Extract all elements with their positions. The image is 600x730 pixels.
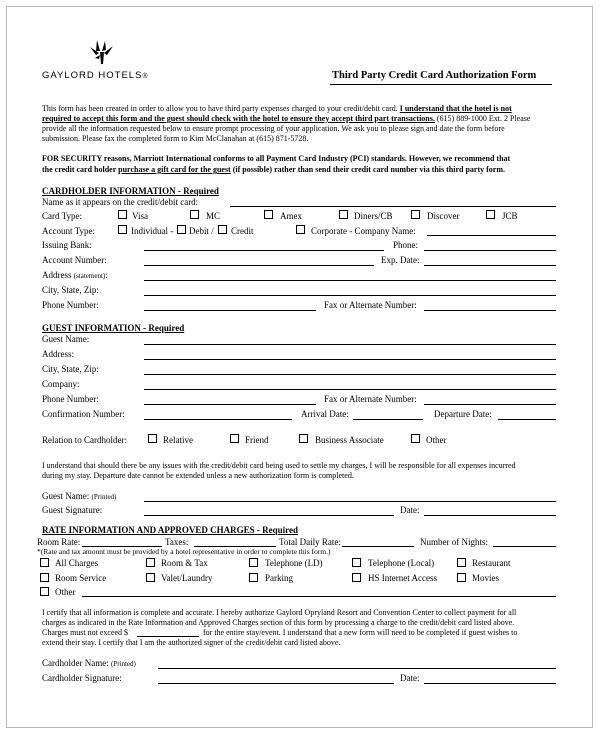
charge-valet-checkbox[interactable] — [146, 573, 155, 582]
relation-relative-label: Relative — [163, 435, 193, 445]
title-underline — [330, 84, 552, 85]
card-type-discover-checkbox[interactable] — [411, 210, 420, 219]
guest-city-field[interactable] — [144, 374, 556, 375]
confirmation-number-field[interactable] — [144, 419, 292, 420]
rate-heading: RATE INFORMATION AND APPROVED CHARGES - Required — [42, 525, 299, 535]
total-daily-rate-field[interactable] — [342, 546, 414, 547]
charge-all-checkbox[interactable] — [40, 558, 49, 567]
guest-city-label: City, State, Zip: — [42, 364, 99, 374]
relation-other-checkbox[interactable] — [411, 434, 420, 443]
guest-understand-line-1: I understand that should there be any issues with the credit/debit card being used to settle my charges, I will be responsible for all expenses incurred — [42, 461, 516, 470]
charge-restaurant-checkbox[interactable] — [457, 558, 466, 567]
card-type-jcb-checkbox[interactable] — [486, 210, 495, 219]
certify-line-4: extend their stay. I certify that I am the authorized signer of the credit/debit card listed above. — [42, 638, 341, 647]
arrival-date-label: Arrival Date: — [301, 409, 349, 419]
relation-label: Relation to Cardholder: — [42, 435, 127, 445]
intro-line-2: required to accept this form and the guest should check with the hotel to ensure they accept third part transactions. (615) 889-1000 Ext. 2 Please — [42, 114, 531, 123]
charge-limit-field[interactable] — [137, 636, 199, 637]
card-type-jcb-label: JCB — [502, 211, 518, 221]
exp-date-label: Exp. Date: — [381, 255, 420, 265]
taxes-label: Taxes: — [165, 537, 189, 547]
departure-date-label: Departure Date: — [434, 409, 492, 419]
account-credit-checkbox[interactable] — [218, 225, 227, 234]
charge-other-checkbox[interactable] — [40, 587, 49, 596]
charge-room-service-label: Room Service — [55, 573, 107, 583]
certify-line-3a: Charges must not exceed $ — [42, 628, 129, 637]
guest-company-field[interactable] — [144, 389, 556, 390]
guest-fax-field[interactable] — [424, 404, 556, 405]
charge-movies-checkbox[interactable] — [457, 573, 466, 582]
cardholder-phone-field[interactable] — [144, 310, 316, 311]
card-type-label: Card Type: — [42, 211, 82, 221]
total-daily-rate-label: Total Daily Rate: — [279, 537, 341, 547]
cardholder-heading: CARDHOLDER INFORMATION - Required — [42, 186, 219, 196]
cardholder-city-label: City, State, Zip: — [42, 285, 99, 295]
charge-other-field[interactable] — [82, 596, 556, 597]
account-credit-label: Credit — [231, 226, 254, 236]
guest-heading: GUEST INFORMATION - Required — [42, 323, 185, 333]
guest-address-field[interactable] — [144, 359, 556, 360]
relation-friend-checkbox[interactable] — [230, 434, 239, 443]
account-corporate-checkbox[interactable] — [296, 225, 305, 234]
charge-parking-label: Parking — [265, 573, 293, 583]
cardholder-phone-label: Phone Number: — [42, 300, 99, 310]
account-debit-label: Debit / — [189, 226, 214, 236]
bank-phone-label: Phone: — [393, 240, 419, 250]
issuing-bank-label: Issuing Bank: — [42, 240, 92, 250]
relation-business-label: Business Associate — [315, 435, 384, 445]
certify-line-1: I certify that all information is complete and accurate. I hereby authorize Gaylord Opryland Resort and Convention Center to collect payment for all — [42, 608, 517, 617]
account-individual-label: Individual - — [131, 226, 174, 236]
charge-movies-label: Movies — [472, 573, 499, 583]
charge-other-label: Other — [55, 587, 76, 597]
room-rate-label: Room Rate: — [37, 537, 81, 547]
exp-date-field[interactable] — [424, 265, 556, 266]
charge-all-label: All Charges — [55, 558, 99, 568]
guest-address-label: Address: — [42, 349, 74, 359]
guest-fax-label: Fax or Alternate Number: — [324, 394, 417, 404]
guest-signature-label: Guest Signature: — [42, 505, 103, 515]
card-type-visa-checkbox[interactable] — [118, 210, 127, 219]
card-type-diners-checkbox[interactable] — [339, 210, 348, 219]
gaylord-logo-icon — [85, 38, 119, 68]
charge-telephone-ld-checkbox[interactable] — [249, 558, 258, 567]
card-type-amex-checkbox[interactable] — [264, 210, 273, 219]
cardholder-printed-name-field[interactable] — [158, 668, 556, 669]
guest-signature-field[interactable] — [144, 515, 394, 516]
account-type-label: Account Type: — [42, 226, 95, 236]
account-debit-checkbox[interactable] — [177, 225, 186, 234]
guest-understand-line-2: during my stay. Departure date cannot be extended unless a new authorization form is completed. — [42, 471, 354, 480]
relation-friend-label: Friend — [245, 435, 269, 445]
relation-business-checkbox[interactable] — [299, 434, 308, 443]
intro-line-3: provide all the information requested below to ensure prompt processing of your application. We ask you to please sign and date the form before — [42, 124, 505, 133]
certify-line-3b: for the entire stay/event. I understand that a new form will need to be completed if guest wishes to — [203, 628, 518, 637]
card-type-mc-checkbox[interactable] — [190, 210, 199, 219]
form-title: Third Party Credit Card Authorization Form — [332, 70, 537, 81]
guest-printed-name-field[interactable] — [144, 501, 556, 502]
card-type-discover-label: Discover — [427, 211, 460, 221]
intro-line-1: This form has been created in order to allow you to have third party expenses charged to your credit/debit card. I understand that the hotel is not — [42, 104, 512, 113]
guest-date-field[interactable] — [424, 515, 556, 516]
bank-phone-field[interactable] — [424, 250, 556, 251]
account-number-label: Account Number: — [42, 255, 107, 265]
guest-date-label: Date: — [400, 505, 420, 515]
cardholder-fax-label: Fax or Alternate Number: — [324, 300, 417, 310]
guest-phone-field[interactable] — [144, 404, 316, 405]
charge-internet-checkbox[interactable] — [352, 573, 361, 582]
cardholder-date-field[interactable] — [424, 683, 556, 684]
number-of-nights-label: Number of Nights: — [420, 537, 488, 547]
certify-line-2: charges as indicated in the Rate Information and Approved Charges section of this form by processing a charge to the credit/debit card listed above. — [42, 618, 515, 627]
issuing-bank-field[interactable] — [144, 250, 384, 251]
charge-telephone-ld-label: Telephone (LD) — [265, 558, 323, 568]
guest-company-label: Company: — [42, 379, 80, 389]
statement-address-label: Address (statement): — [42, 270, 108, 280]
charge-room-service-checkbox[interactable] — [40, 573, 49, 582]
guest-phone-label: Phone Number: — [42, 394, 99, 404]
charge-valet-label: Valet/Laundry — [161, 573, 213, 583]
corporate-company-label: Corporate - Company Name: — [311, 226, 416, 236]
card-type-amex-label: Amex — [280, 211, 302, 221]
guest-printed-name-label: Guest Name: (Printed) — [42, 491, 117, 501]
cardholder-signature-field[interactable] — [158, 683, 394, 684]
card-type-mc-label: MC — [206, 211, 221, 221]
charge-internet-label: HS Internet Access — [368, 573, 437, 583]
relation-relative-checkbox[interactable] — [148, 434, 157, 443]
card-type-diners-label: Diners/CB — [354, 211, 393, 221]
charge-telephone-local-label: Telephone (Local) — [368, 558, 435, 568]
account-number-field[interactable] — [144, 265, 374, 266]
confirmation-number-label: Confirmation Number: — [42, 409, 125, 419]
relation-other-label: Other — [426, 435, 447, 445]
account-individual-checkbox[interactable] — [118, 225, 127, 234]
guest-name-label: Guest Name: — [42, 334, 90, 344]
cardholder-fax-field[interactable] — [424, 310, 556, 311]
intro-line-4: submission. Please fax the completed form to Kim McClanahan at (615) 871-5728. — [42, 134, 309, 143]
number-of-nights-field[interactable] — [493, 546, 556, 547]
arrival-date-field[interactable] — [353, 419, 423, 420]
charge-telephone-local-checkbox[interactable] — [352, 558, 361, 567]
brand-name: GAYLORD HOTELS® — [42, 70, 149, 81]
cardholder-name-field[interactable] — [230, 206, 556, 207]
charge-parking-checkbox[interactable] — [249, 573, 258, 582]
departure-date-field[interactable] — [498, 419, 556, 420]
guest-name-field[interactable] — [144, 344, 556, 345]
card-type-visa-label: Visa — [132, 211, 148, 221]
statement-address-field[interactable] — [144, 280, 556, 281]
cardholder-printed-name-label: Cardholder Name: (Printed) — [42, 658, 136, 668]
cardholder-name-label: Name as it appears on the credit/debit card: — [42, 197, 199, 207]
cardholder-date-label: Date: — [400, 673, 420, 683]
cardholder-city-field[interactable] — [144, 295, 556, 296]
charge-room-tax-checkbox[interactable] — [146, 558, 155, 567]
security-line-1: FOR SECURITY reasons, Marriott International conforms to all Payment Card Industry (PCI) standards. However, we recommend that — [42, 154, 511, 163]
security-line-2: the credit card holder purchase a gift card for the guest (if possible) rather than send their credit card number via this third party form. — [42, 165, 506, 174]
charge-room-tax-label: Room & Tax — [161, 558, 208, 568]
rate-note: *(Rate and tax amount must be provided by a hotel representative in order to complete this form.) — [37, 547, 331, 556]
charge-restaurant-label: Restaurant — [472, 558, 511, 568]
cardholder-signature-label: Cardholder Signature: — [42, 673, 122, 683]
corporate-company-field[interactable] — [427, 235, 556, 236]
